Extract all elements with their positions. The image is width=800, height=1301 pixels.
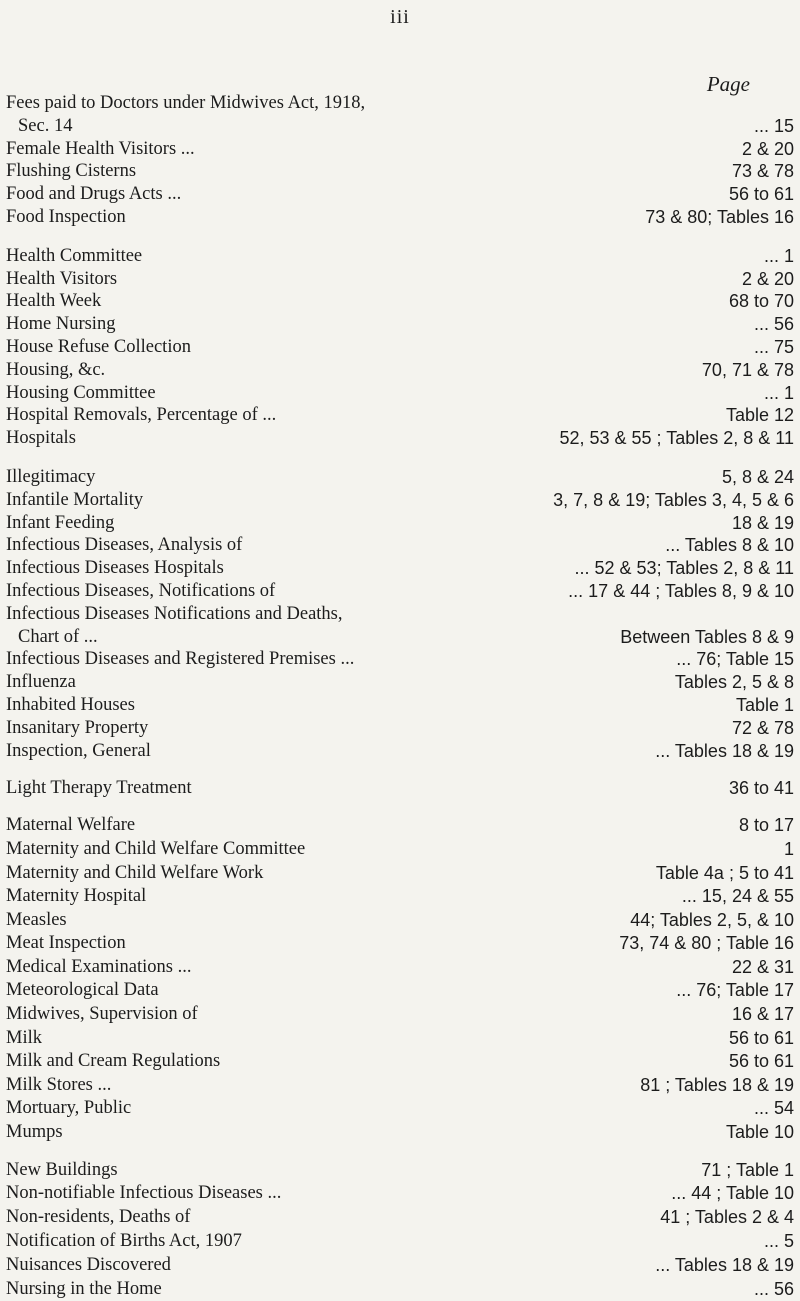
entry-label: Milk [6,1027,42,1048]
index-entry [6,92,794,115]
entry-page-reference: ... 76; Table 17 [676,980,794,1001]
entry-label: Food and Drugs Acts ... [6,184,182,205]
entry-page-reference: ... 15, 24 & 55 [681,886,794,907]
entry-label: Inspection, General [6,740,151,761]
index-entry [6,956,794,980]
entry-page-reference: 56 to 61 [728,1051,794,1072]
index-entry [6,671,794,694]
index-group [6,1159,794,1301]
entry-page-reference: Tables 2, 5 & 8 [674,672,794,693]
index-entry [6,427,794,450]
entry-label: Maternity and Child Welfare Work [6,862,264,883]
entry-page-reference: ... 5 [763,1231,794,1252]
entry-label: Infectious Diseases, Notifications of [6,580,276,601]
index-entry [6,1206,794,1230]
entry-label: Infectious Diseases and Registered Premises ... [6,649,355,670]
entry-label: Housing Committee [6,382,156,403]
entry-label: Health Week [6,291,102,312]
entry-label: Medical Examinations ... [6,956,192,977]
index-entry [6,1097,794,1121]
entry-label: Non-notifiable Infectious Diseases ... [6,1183,282,1204]
index-entry [6,1182,794,1206]
index-entry [6,626,794,649]
index-entry [6,206,794,229]
entry-page-reference: Table 12 [725,405,794,426]
entry-page-reference: Between Tables 8 & 9 [620,626,794,647]
entry-page-reference: 56 to 61 [728,1027,794,1048]
index-entry [6,557,794,580]
entry-label: Infectious Diseases Hospitals [6,558,224,579]
entry-page-reference: 44; Tables 2, 5, & 10 [630,909,794,930]
entry-page-reference: ... Tables 18 & 19 [655,740,794,761]
index-entry [6,1003,794,1027]
entry-label: Influenza [6,672,76,693]
index-entry [6,1027,794,1051]
entry-label: Mumps [6,1122,63,1143]
entry-page-reference: 3, 7, 8 & 19; Tables 3, 4, 5 & 6 [553,489,794,510]
index-entry [6,909,794,933]
index-entry [6,838,794,862]
entry-label: House Refuse Collection [6,336,191,357]
subject-index [6,92,794,1301]
index-entry [6,1254,794,1278]
entry-label: Meat Inspection [6,933,126,954]
entry-page-reference: 72 & 78 [731,717,794,738]
entry-page-reference: Table 1 [735,694,794,715]
entry-page-reference: 16 & 17 [731,1004,794,1025]
entry-label: Health Visitors [6,268,118,289]
entry-page-reference: ... 1 [763,382,794,403]
entry-label: Meteorological Data [6,980,159,1001]
entry-page-reference: 73 & 78 [731,161,794,182]
index-entry [6,382,794,405]
index-entry [6,1050,794,1074]
entry-label: Housing, &c. [6,359,106,380]
index-entry [6,534,794,557]
entry-page-reference: ... 44 ; Table 10 [671,1183,794,1204]
entry-page-reference: ... 54 [753,1098,794,1119]
index-entry [6,776,794,800]
index-entry [6,489,794,512]
index-entry [6,138,794,161]
index-entry [6,290,794,313]
entry-label: Nursing in the Home [6,1278,162,1299]
index-group [6,245,794,450]
entry-label: Measles [6,909,67,930]
entry-label: Non-residents, Deaths of [6,1207,191,1228]
index-entry [6,466,794,489]
page-column-heading: Page [706,72,750,96]
index-entry [6,885,794,909]
index-entry [6,359,794,382]
index-entry [6,1230,794,1254]
entry-page-reference: 5, 8 & 24 [721,466,794,487]
index-entry [6,115,794,138]
entry-label: Hospitals [6,428,76,449]
entry-label: Maternity and Child Welfare Committee [6,838,306,859]
index-group [6,776,794,800]
entry-label: Milk Stores ... [6,1074,112,1095]
entry-label: Infantile Mortality [6,489,144,510]
entry-page-reference: ... 17 & 44 ; Tables 8, 9 & 10 [568,580,794,601]
index-entry [6,814,794,838]
entry-page-reference: 18 & 19 [731,512,794,533]
entry-page-reference: Table 10 [725,1122,794,1143]
entry-page-reference: 73, 74 & 80 ; Table 16 [619,933,794,954]
entry-page-reference: 22 & 31 [731,956,794,977]
index-group [6,814,794,1144]
entry-page-reference: ... 76; Table 15 [676,649,794,670]
entry-page-reference: ... 1 [763,245,794,266]
index-entry [6,313,794,336]
entry-label: Flushing Cisterns [6,161,137,182]
entry-label: Hospital Removals, Percentage of ... [6,405,277,426]
entry-page-reference: 70, 71 & 78 [701,359,794,380]
index-entry [6,512,794,535]
entry-label: Infectious Diseases, Analysis of [6,535,243,556]
index-entry [6,1278,794,1301]
entry-label: New Buildings [6,1159,118,1180]
entry-label: Fees paid to Doctors under Midwives Act, 1918, [6,93,366,113]
entry-label: Midwives, Supervision of [6,1004,198,1025]
entry-page-reference: 56 to 61 [728,184,794,205]
entry-page-reference: 73 & 80; Tables 16 [645,206,794,227]
index-entry [6,717,794,740]
entry-label: Home Nursing [6,314,116,335]
entry-page-reference: ... Tables 8 & 10 [665,535,794,556]
entry-page-reference: 8 to 17 [738,815,794,836]
entry-label: Female Health Visitors ... [6,138,195,159]
entry-page-reference: ... Tables 18 & 19 [655,1254,794,1275]
index-entry [6,603,794,626]
index-entry [6,1074,794,1098]
entry-label: Chart of ... [18,626,98,647]
entry-page-reference: 71 ; Table 1 [701,1159,794,1180]
index-entry [6,183,794,206]
index-entry [6,932,794,956]
index-group [6,466,794,762]
entry-page-reference: 41 ; Tables 2 & 4 [660,1207,794,1228]
entry-label: Infant Feeding [6,512,115,533]
index-entry [6,245,794,268]
index-entry [6,160,794,183]
index-entry [6,648,794,671]
entry-label: Maternity Hospital [6,886,147,907]
entry-label: Mortuary, Public [6,1098,132,1119]
entry-label: Infectious Diseases Notifications and Deaths, [6,603,343,624]
page-folio: iii [390,6,410,28]
index-entry [6,862,794,886]
entry-page-reference: 81 ; Tables 18 & 19 [640,1074,794,1095]
entry-page-reference: Table 4a ; 5 to 41 [655,862,794,883]
entry-page-reference: 2 & 20 [741,138,794,159]
entry-label: Illegitimacy [6,466,96,487]
entry-page-reference: ... 75 [753,336,794,357]
index-entry [6,740,794,763]
index-entry [6,268,794,291]
index-entry [6,404,794,427]
entry-label: Insanitary Property [6,717,149,738]
entry-page-reference: 52, 53 & 55 ; Tables 2, 8 & 11 [559,428,794,449]
index-entry [6,580,794,603]
index-group [6,92,794,229]
entry-page-reference: ... 52 & 53; Tables 2, 8 & 11 [574,558,794,579]
entry-page-reference: 1 [783,838,794,859]
entry-label: Nuisances Discovered [6,1254,171,1275]
index-entry [6,336,794,359]
entry-page-reference: ... 56 [753,314,794,335]
entry-label: Notification of Births Act, 1907 [6,1231,242,1252]
entry-label: Light Therapy Treatment [6,778,192,799]
entry-label: Inhabited Houses [6,694,135,715]
entry-label: Sec. 14 [18,115,73,136]
entry-label: Milk and Cream Regulations [6,1051,221,1072]
index-entry [6,1159,794,1183]
entry-label: Maternal Welfare [6,815,136,836]
entry-page-reference: ... 15 [753,115,794,136]
entry-page-reference: 68 to 70 [728,291,794,312]
entry-page-reference: 36 to 41 [728,778,794,799]
index-entry [6,1121,794,1145]
index-entry [6,694,794,717]
entry-label: Health Committee [6,245,143,266]
index-entry [6,979,794,1003]
entry-label: Food Inspection [6,206,126,227]
entry-page-reference: 2 & 20 [741,268,794,289]
entry-page-reference: ... 56 [753,1278,794,1299]
